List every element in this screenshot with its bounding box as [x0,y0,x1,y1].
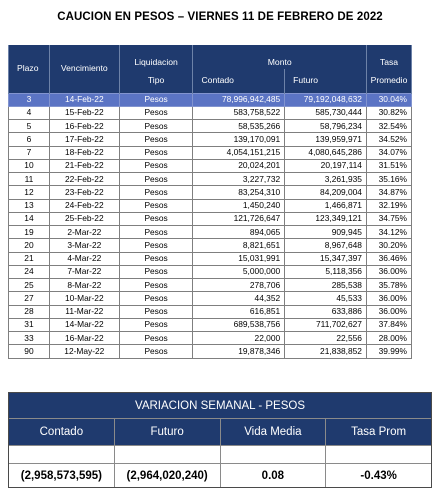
cell-tipo: Pesos [119,292,193,305]
cell-tipo: Pesos [119,305,193,318]
cell-tasa: 30.20% [366,239,411,252]
cell-contado: 278,706 [193,279,285,292]
table-row [9,212,412,225]
cell-vencimiento: 4-Mar-22 [49,252,119,265]
page-title: CAUCION EN PESOS – VIERNES 11 DE FEBRERO DE 2022 [57,11,383,23]
cell-tasa: 34.07% [366,146,411,159]
cell-contado: 15,031,991 [193,252,285,265]
cell-tipo: Pesos [119,106,193,119]
cell-contado: 616,851 [193,305,285,318]
summary-title: VARIACION SEMANAL - PESOS [9,393,431,419]
cell-plazo: 90 [9,345,50,358]
cell-tipo: Pesos [119,252,193,265]
header-contado: Contado [193,69,285,93]
summary-value-tasa-prom: -0.43% [326,463,431,487]
table-row [9,159,412,172]
cell-plazo: 13 [9,199,50,212]
cell-contado: 8,821,651 [193,239,285,252]
cell-tasa: 34.87% [366,186,411,199]
cell-futuro: 84,209,004 [285,186,367,199]
cell-tasa: 30.04% [366,93,411,106]
cell-tipo: Pesos [119,173,193,186]
cell-vencimiento: 10-Mar-22 [49,292,119,305]
table-row [9,133,412,146]
cell-tipo: Pesos [119,93,193,106]
cell-tasa: 31.51% [366,159,411,172]
cell-plazo: 19 [9,226,50,239]
cell-tipo: Pesos [119,345,193,358]
cell-futuro: 8,967,648 [285,239,367,252]
cell-plazo: 6 [9,133,50,146]
cell-contado: 1,450,240 [193,199,285,212]
header-futuro: Futuro [285,69,367,93]
cell-futuro: 285,538 [285,279,367,292]
cell-vencimiento: 23-Feb-22 [49,186,119,199]
cell-contado: 78,996,942,485 [193,93,285,106]
summary-spacer-cell [326,445,431,463]
cell-tasa: 35.16% [366,173,411,186]
summary-header-contado: Contado [9,419,115,445]
cell-tasa: 32.54% [366,120,411,133]
cell-tipo: Pesos [119,146,193,159]
cell-futuro: 21,838,852 [285,345,367,358]
cell-vencimiento: 11-Mar-22 [49,305,119,318]
table-row [9,252,412,265]
cell-futuro: 45,533 [285,292,367,305]
table-row [9,318,412,331]
cell-vencimiento: 14-Feb-22 [49,93,119,106]
cell-vencimiento: 16-Mar-22 [49,332,119,345]
cell-vencimiento: 17-Feb-22 [49,133,119,146]
table-row [9,106,412,119]
cell-futuro: 5,118,356 [285,265,367,278]
caucion-table [8,45,412,359]
cell-plazo: 27 [9,292,50,305]
cell-contado: 22,000 [193,332,285,345]
table-row [9,226,412,239]
cell-tipo: Pesos [119,212,193,225]
cell-vencimiento: 15-Feb-22 [49,106,119,119]
table-row [9,292,412,305]
cell-vencimiento: 3-Mar-22 [49,239,119,252]
cell-tipo: Pesos [119,279,193,292]
cell-plazo: 11 [9,173,50,186]
header-vencimiento: Vencimiento [49,45,119,93]
header-tipo: Tipo [119,69,193,93]
cell-contado: 4,054,151,215 [193,146,285,159]
cell-plazo: 4 [9,106,50,119]
cell-contado: 44,352 [193,292,285,305]
cell-plazo: 20 [9,239,50,252]
cell-vencimiento: 24-Feb-22 [49,199,119,212]
cell-plazo: 10 [9,159,50,172]
summary-value-vida-media: 0.08 [221,463,327,487]
table-row [9,265,412,278]
cell-futuro: 3,261,935 [285,173,367,186]
cell-tasa: 36.00% [366,265,411,278]
cell-futuro: 585,730,444 [285,106,367,119]
cell-contado: 5,000,000 [193,265,285,278]
cell-tasa: 30.82% [366,106,411,119]
cell-plazo: 25 [9,279,50,292]
summary-spacer-cell [9,445,115,463]
cell-tasa: 36.00% [366,292,411,305]
cell-futuro: 22,556 [285,332,367,345]
cell-contado: 121,726,647 [193,212,285,225]
cell-tasa: 36.46% [366,252,411,265]
cell-contado: 58,535,266 [193,120,285,133]
cell-plazo: 28 [9,305,50,318]
cell-tasa: 32.19% [366,199,411,212]
cell-tasa: 37.84% [366,318,411,331]
cell-tasa: 36.00% [366,305,411,318]
cell-futuro: 20,197,114 [285,159,367,172]
cell-tipo: Pesos [119,186,193,199]
cell-vencimiento: 2-Mar-22 [49,226,119,239]
cell-futuro: 909,945 [285,226,367,239]
cell-vencimiento: 18-Feb-22 [49,146,119,159]
cell-futuro: 633,886 [285,305,367,318]
header-tasa: Tasa [366,45,411,69]
header-monto: Monto [193,45,367,69]
table-row [9,173,412,186]
cell-plazo: 24 [9,265,50,278]
cell-futuro: 79,192,048,632 [285,93,367,106]
table-row [9,239,412,252]
cell-vencimiento: 8-Mar-22 [49,279,119,292]
cell-vencimiento: 22-Feb-22 [49,173,119,186]
cell-futuro: 1,466,871 [285,199,367,212]
cell-tipo: Pesos [119,226,193,239]
cell-vencimiento: 7-Mar-22 [49,265,119,278]
cell-tasa: 28.00% [366,332,411,345]
cell-futuro: 15,347,397 [285,252,367,265]
cell-vencimiento: 21-Feb-22 [49,159,119,172]
summary-spacer-cell [221,445,327,463]
table-row [9,93,412,106]
table-row [9,305,412,318]
cell-tipo: Pesos [119,332,193,345]
cell-contado: 19,878,346 [193,345,285,358]
cell-tasa: 34.75% [366,212,411,225]
cell-contado: 3,227,732 [193,173,285,186]
cell-plazo: 12 [9,186,50,199]
header-promedio: Promedio [366,69,411,93]
cell-contado: 894,065 [193,226,285,239]
cell-tasa: 34.52% [366,133,411,146]
cell-vencimiento: 16-Feb-22 [49,120,119,133]
cell-tasa: 39.99% [366,345,411,358]
cell-futuro: 58,796,234 [285,120,367,133]
summary-header-vida-media: Vida Media [221,419,327,445]
cell-tasa: 34.12% [366,226,411,239]
table-row [9,146,412,159]
cell-tipo: Pesos [119,318,193,331]
cell-plazo: 21 [9,252,50,265]
cell-plazo: 5 [9,120,50,133]
cell-tipo: Pesos [119,239,193,252]
cell-tipo: Pesos [119,199,193,212]
cell-tipo: Pesos [119,265,193,278]
summary-value-futuro: (2,964,020,240) [115,463,221,487]
cell-contado: 20,024,201 [193,159,285,172]
cell-contado: 83,254,310 [193,186,285,199]
cell-futuro: 139,959,971 [285,133,367,146]
cell-plazo: 7 [9,146,50,159]
cell-vencimiento: 14-Mar-22 [49,318,119,331]
summary-header-futuro: Futuro [115,419,221,445]
summary-value-contado: (2,958,573,595) [9,463,115,487]
table-row [9,332,412,345]
header-plazo: Plazo [9,45,50,93]
cell-contado: 689,538,756 [193,318,285,331]
table-row [9,345,412,358]
cell-futuro: 123,349,121 [285,212,367,225]
cell-plazo: 31 [9,318,50,331]
cell-contado: 583,758,522 [193,106,285,119]
cell-contado: 139,170,091 [193,133,285,146]
cell-plazo: 14 [9,212,50,225]
table-row [9,279,412,292]
cell-plazo: 33 [9,332,50,345]
cell-plazo: 3 [9,93,50,106]
header-liquidacion: Liquidacion [119,45,193,69]
summary-header-tasa-prom: Tasa Prom [326,419,431,445]
cell-futuro: 4,080,645,286 [285,146,367,159]
cell-vencimiento: 25-Feb-22 [49,212,119,225]
summary-spacer-cell [115,445,221,463]
cell-futuro: 711,702,627 [285,318,367,331]
table-row [9,199,412,212]
cell-vencimiento: 12-May-22 [49,345,119,358]
cell-tipo: Pesos [119,133,193,146]
cell-tipo: Pesos [119,159,193,172]
table-row [9,186,412,199]
weekly-variation-panel [8,392,432,488]
cell-tasa: 35.78% [366,279,411,292]
cell-tipo: Pesos [119,120,193,133]
table-row [9,120,412,133]
